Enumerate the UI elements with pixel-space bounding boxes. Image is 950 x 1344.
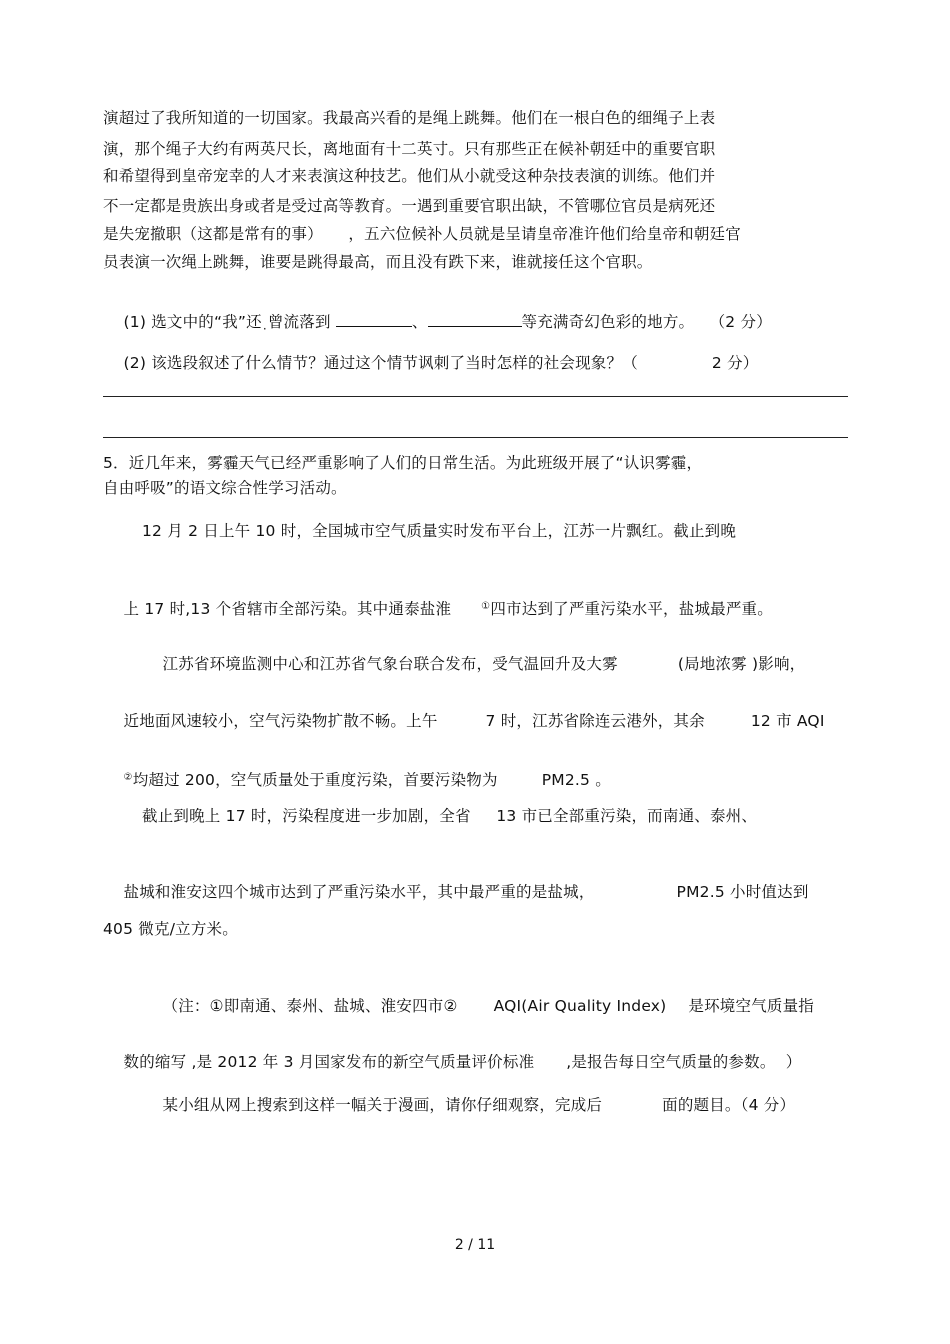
- page-number: 2 / 11: [454, 1237, 496, 1253]
- news-text: 四市达到了严重污染水平，盐城最严重。: [490, 600, 773, 618]
- footnote-marker-2: ②: [123, 772, 133, 783]
- news-text: PM2.5 小时值达到: [676, 883, 809, 901]
- task-text: 面的题目。（4 分）: [662, 1096, 796, 1114]
- q1-middle: 曾流落到: [267, 313, 331, 331]
- passage-line: 演超过了我所知道的一切国家。我最高兴看的是绳上跳舞。他们在一根白色的细绳子上表: [103, 109, 716, 127]
- news-paragraph-line: [103, 862, 809, 922]
- passage-line: 员表演一次绳上跳舞，谁要是跳得最高，而且没有跌下来，谁就接任这个官职。: [103, 253, 653, 271]
- news-text: 上 17 时,13 个省辖市全部污染。其中通泰盐淮: [123, 600, 452, 618]
- news-paragraph-line: [103, 748, 611, 810]
- news-paragraph-line: 405 微克/立方米。: [103, 920, 238, 938]
- q1-score: （2 分）: [709, 313, 772, 331]
- note-text: ,是报告每日空气质量的参数。 ）: [566, 1053, 802, 1071]
- passage-line: 不一定都是贵族出身或者是受过高等教育。一遇到重要官职出缺，不管哪位官员是病死还: [103, 197, 716, 215]
- q1-prefix: (1) 选文中的“我”还: [123, 313, 262, 331]
- news-text: 盐城和淮安这四个城市达到了严重污染水平，其中最严重的是盐城，: [123, 883, 595, 901]
- news-paragraph-line: [142, 634, 805, 694]
- news-text: (局地浓雾 )影响，: [677, 655, 806, 673]
- passage-line: 和希望得到皇帝宠幸的人才来表演这种技艺。他们从小就受这种杂技表演的训练。他们并: [103, 167, 716, 185]
- news-paragraph-line: [103, 691, 825, 751]
- news-paragraph-line: 截止到晚上 17 时，污染程度进一步加剧，全省 13 市已全部重污染，而南通、泰州、: [142, 807, 758, 825]
- q1-dot-marker: ·: [262, 322, 267, 336]
- q1-answer-blank-2[interactable]: [428, 312, 522, 327]
- note-line: [142, 976, 814, 1036]
- task-instruction: [142, 1075, 795, 1135]
- note-text: AQI(Air Quality Index): [493, 997, 667, 1015]
- q1-suffix: 等充满奇幻色彩的地方。: [521, 313, 695, 331]
- news-text: 江苏省环境监测中心和江苏省气象台联合发布，受气温回升及大雾: [162, 655, 618, 673]
- answer-line[interactable]: [103, 437, 848, 438]
- note-text: 是环境空气质量指: [688, 997, 815, 1015]
- footnote-marker-1: ①: [481, 601, 491, 612]
- question-5-line: 自由呼吸”的语文综合性学习活动。: [103, 479, 347, 497]
- note-text: （注：①即南通、泰州、盐城、淮安四市②: [162, 997, 458, 1015]
- question-5-line: 5．近几年来，雾霾天气已经严重影响了人们的日常生活。为此班级开展了“认识雾霾，: [103, 454, 703, 472]
- q1-sep: 、: [411, 313, 428, 331]
- news-text: 12 市 AQI: [750, 712, 825, 730]
- question-2: [103, 333, 759, 393]
- news-text: 近地面风速较小，空气污染物扩散不畅。上午: [123, 712, 438, 730]
- passage-line: 是失宠撤职（这都是常有的事） ，五六位候补人员就是呈请皇帝准许他们给皇帝和朝廷官: [103, 225, 741, 243]
- news-paragraph-line: [103, 577, 773, 639]
- note-text: 数的缩写 ,是 2012 年 3 月国家发布的新空气质量评价标准: [123, 1053, 535, 1071]
- news-text: PM2.5 。: [541, 771, 611, 789]
- news-text: 7 时，江苏省除连云港外，其余: [485, 712, 705, 730]
- q2-score: 2 分）: [711, 354, 759, 372]
- q1-answer-blank-1[interactable]: [336, 312, 412, 327]
- answer-line[interactable]: [103, 396, 848, 397]
- news-paragraph-line: 12 月 2 日上午 10 时，全国城市空气质量实时发布平台上，江苏一片飘红。截止到晚: [142, 522, 737, 540]
- task-text: 某小组从网上搜索到这样一幅关于漫画，请你仔细观察，完成后: [162, 1096, 603, 1114]
- q2-text: (2) 该选段叙述了什么情节？通过这个情节讽刺了当时怎样的社会现象？（: [123, 354, 638, 372]
- news-text: 均超过 200，空气质量处于重度污染，首要污染物为: [132, 771, 498, 789]
- passage-line: 演，那个绳子大约有两英尺长，离地面有十二英寸。只有那些正在候补朝廷中的重要官职: [103, 140, 716, 158]
